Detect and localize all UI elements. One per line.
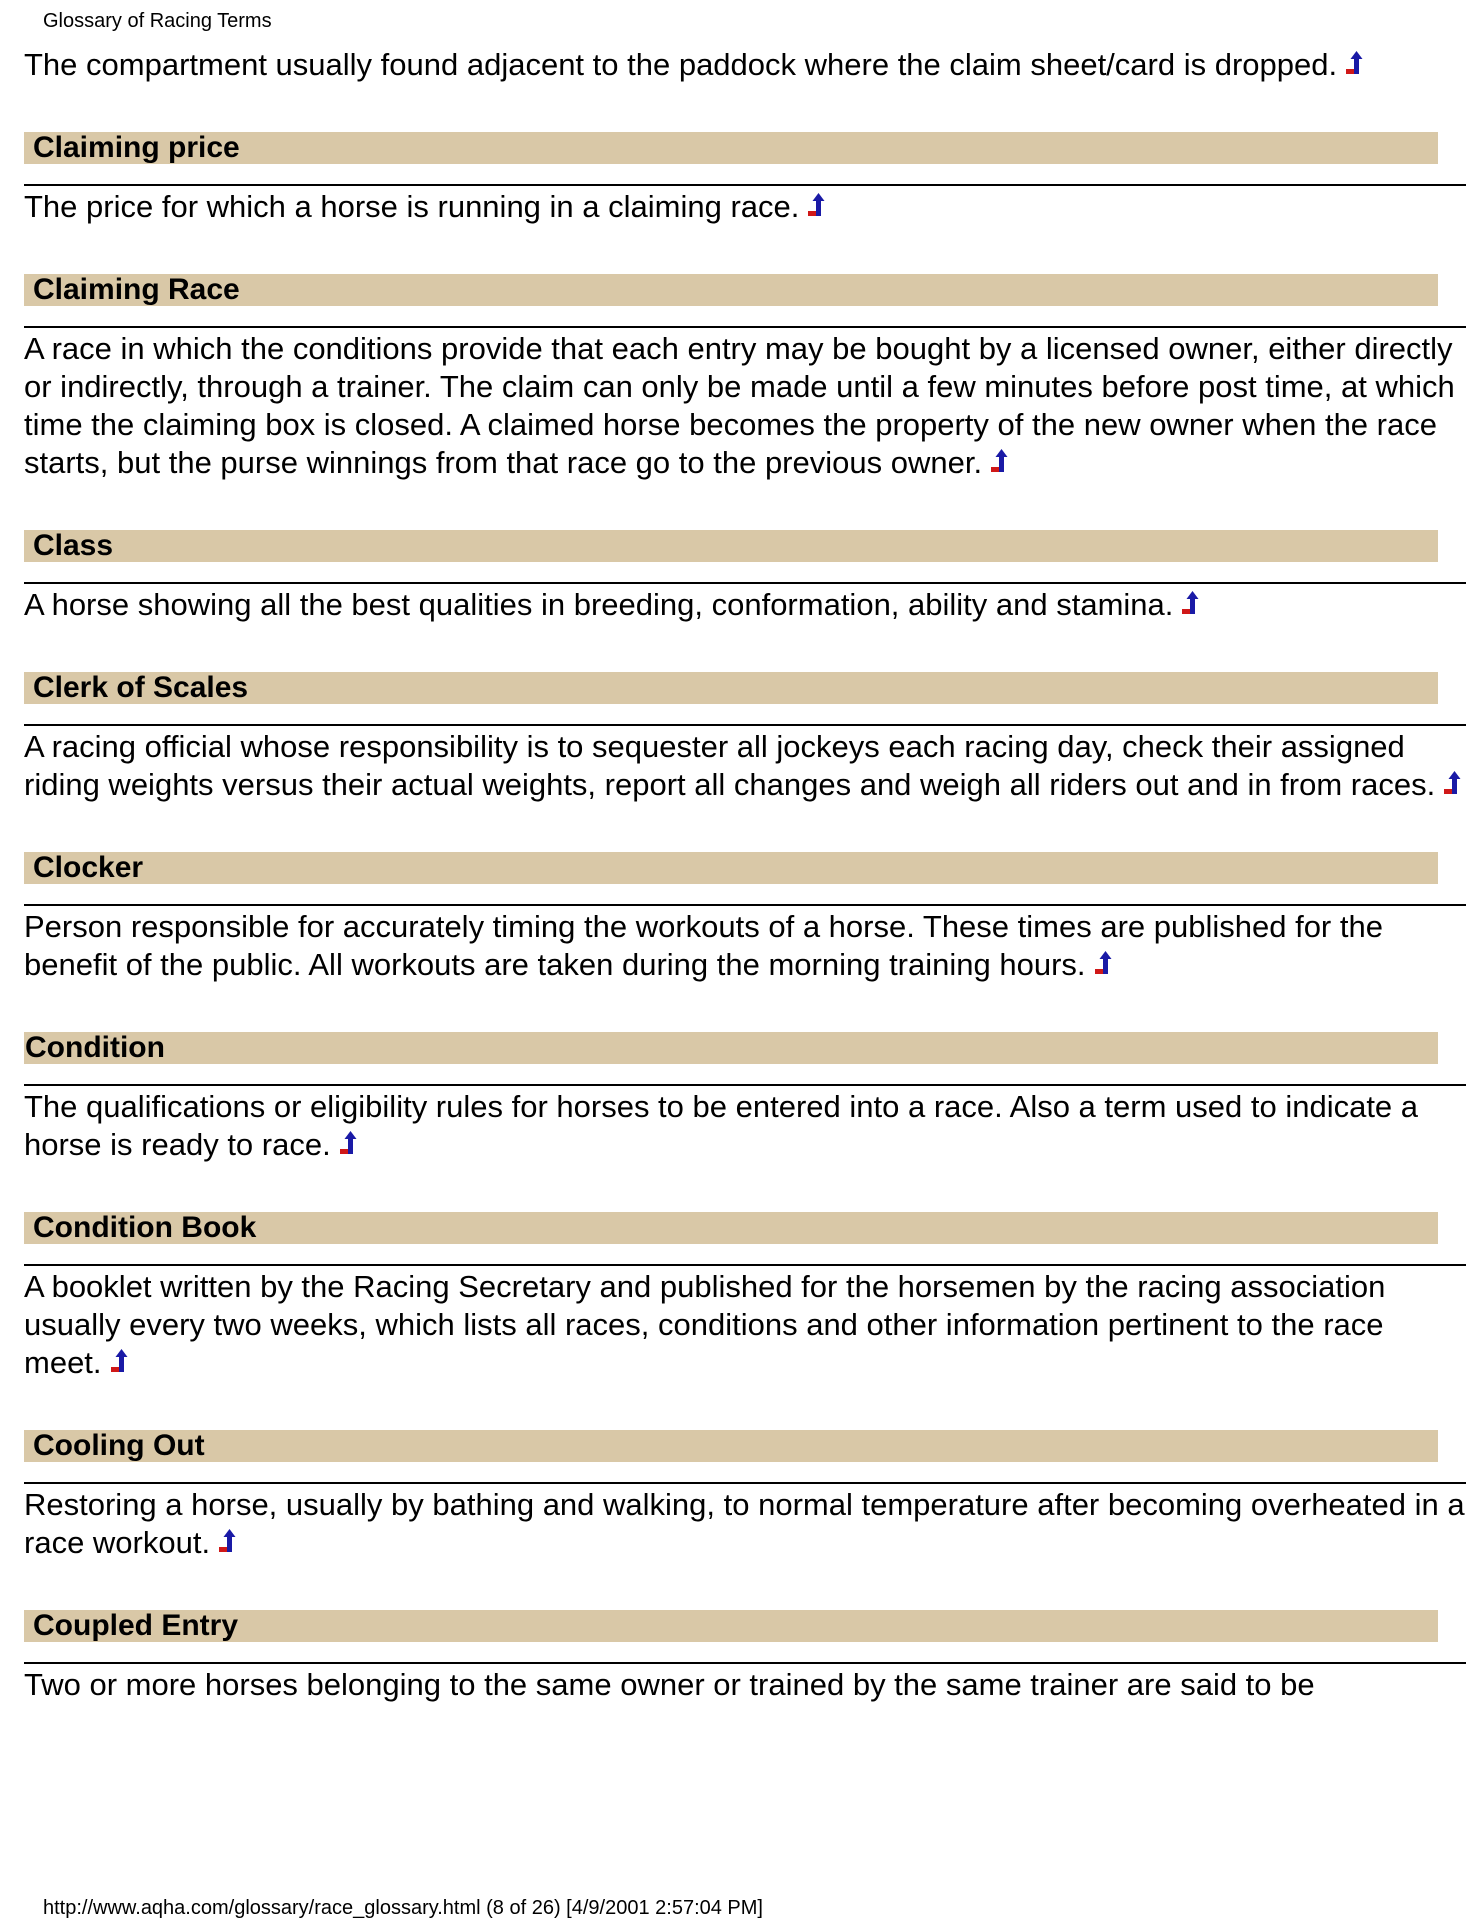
glossary-entry-clocker (24, 852, 1466, 984)
glossary-entry-coupled-entry (24, 1610, 1466, 1704)
term-definition (24, 1664, 1466, 1704)
term-heading: Claiming Race (24, 274, 1438, 306)
term-heading: Clerk of Scales (24, 672, 1438, 704)
glossary-content (24, 44, 1466, 1704)
term-definition (24, 328, 1466, 482)
definition-text: Person responsible for accurately timing the workouts of a horse. These times are published for the benefit of the public. All workouts are taken during the morning training hours. (24, 909, 1383, 982)
back-to-top-arrow-icon[interactable] (988, 449, 1010, 475)
term-definition (24, 906, 1466, 984)
definition-text: The qualifications or eligibility rules for horses to be entered into a race. Also a term used to indicate a horse is ready to race. (24, 1089, 1419, 1162)
glossary-entry-clerk-of-scales (24, 672, 1466, 804)
glossary-entry-condition-book (24, 1212, 1466, 1382)
term-definition (24, 186, 1466, 226)
term-heading: Class (24, 530, 1438, 562)
back-to-top-arrow-icon[interactable] (1092, 951, 1114, 977)
term-heading: Condition Book (24, 1212, 1438, 1244)
definition-text: The compartment usually found adjacent to the paddock where the claim sheet/card is dropped. (24, 47, 1338, 82)
term-definition (24, 1266, 1466, 1382)
term-heading: Coupled Entry (24, 1610, 1438, 1642)
page-footer-url: http://www.aqha.com/glossary/race_glossary.html (8 of 26) [4/9/2001 2:57:04 PM] (43, 1897, 763, 1919)
back-to-top-arrow-icon[interactable] (1179, 591, 1201, 617)
definition-text: A booklet written by the Racing Secretary and published for the horsemen by the racing association usually every two weeks, which lists all races, conditions and other information pertinent to the race meet. (24, 1269, 1386, 1380)
back-to-top-arrow-icon[interactable] (1441, 771, 1463, 797)
back-to-top-arrow-icon[interactable] (216, 1529, 238, 1555)
term-definition (24, 726, 1466, 804)
glossary-entry-claiming-race (24, 274, 1466, 482)
definition-text: A racing official whose responsibility is to sequester all jockeys each racing day, check their assigned riding weights versus their actual weights, report all changes and weigh all riders out and in from races. (24, 729, 1436, 802)
back-to-top-arrow-icon[interactable] (108, 1349, 130, 1375)
glossary-entry-condition (24, 1032, 1466, 1164)
term-definition (24, 1484, 1466, 1562)
back-to-top-arrow-icon[interactable] (1343, 51, 1365, 77)
definition-text: The price for which a horse is running in a claiming race. (24, 189, 800, 224)
definition-text: A horse showing all the best qualities in breeding, conformation, ability and stamina. (24, 587, 1174, 622)
term-heading: Clocker (24, 852, 1438, 884)
term-heading: Condition (24, 1032, 1438, 1064)
glossary-entry-claiming-price (24, 132, 1466, 226)
page-header-title: Glossary of Racing Terms (43, 10, 272, 32)
term-heading: Claiming price (24, 132, 1438, 164)
intro-definition (24, 44, 1466, 84)
term-heading: Cooling Out (24, 1430, 1438, 1462)
glossary-entry-cooling-out (24, 1430, 1466, 1562)
back-to-top-arrow-icon[interactable] (805, 193, 827, 219)
definition-text: Restoring a horse, usually by bathing and walking, to normal temperature after becoming overheated in a race workout. (24, 1487, 1465, 1560)
definition-text: A race in which the conditions provide that each entry may be bought by a licensed owner, either directly or indirectly, through a trainer. The claim can only be made until a few minutes before post time, at which time the claiming box is closed. A claimed horse becomes the property of the new owner when the race starts, but the purse winnings from that race go to the previous owner. (24, 331, 1455, 480)
glossary-entry-class (24, 530, 1466, 624)
term-definition (24, 584, 1466, 624)
back-to-top-arrow-icon[interactable] (337, 1131, 359, 1157)
term-definition (24, 1086, 1466, 1164)
definition-text: Two or more horses belonging to the same owner or trained by the same trainer are said to be (24, 1667, 1315, 1702)
